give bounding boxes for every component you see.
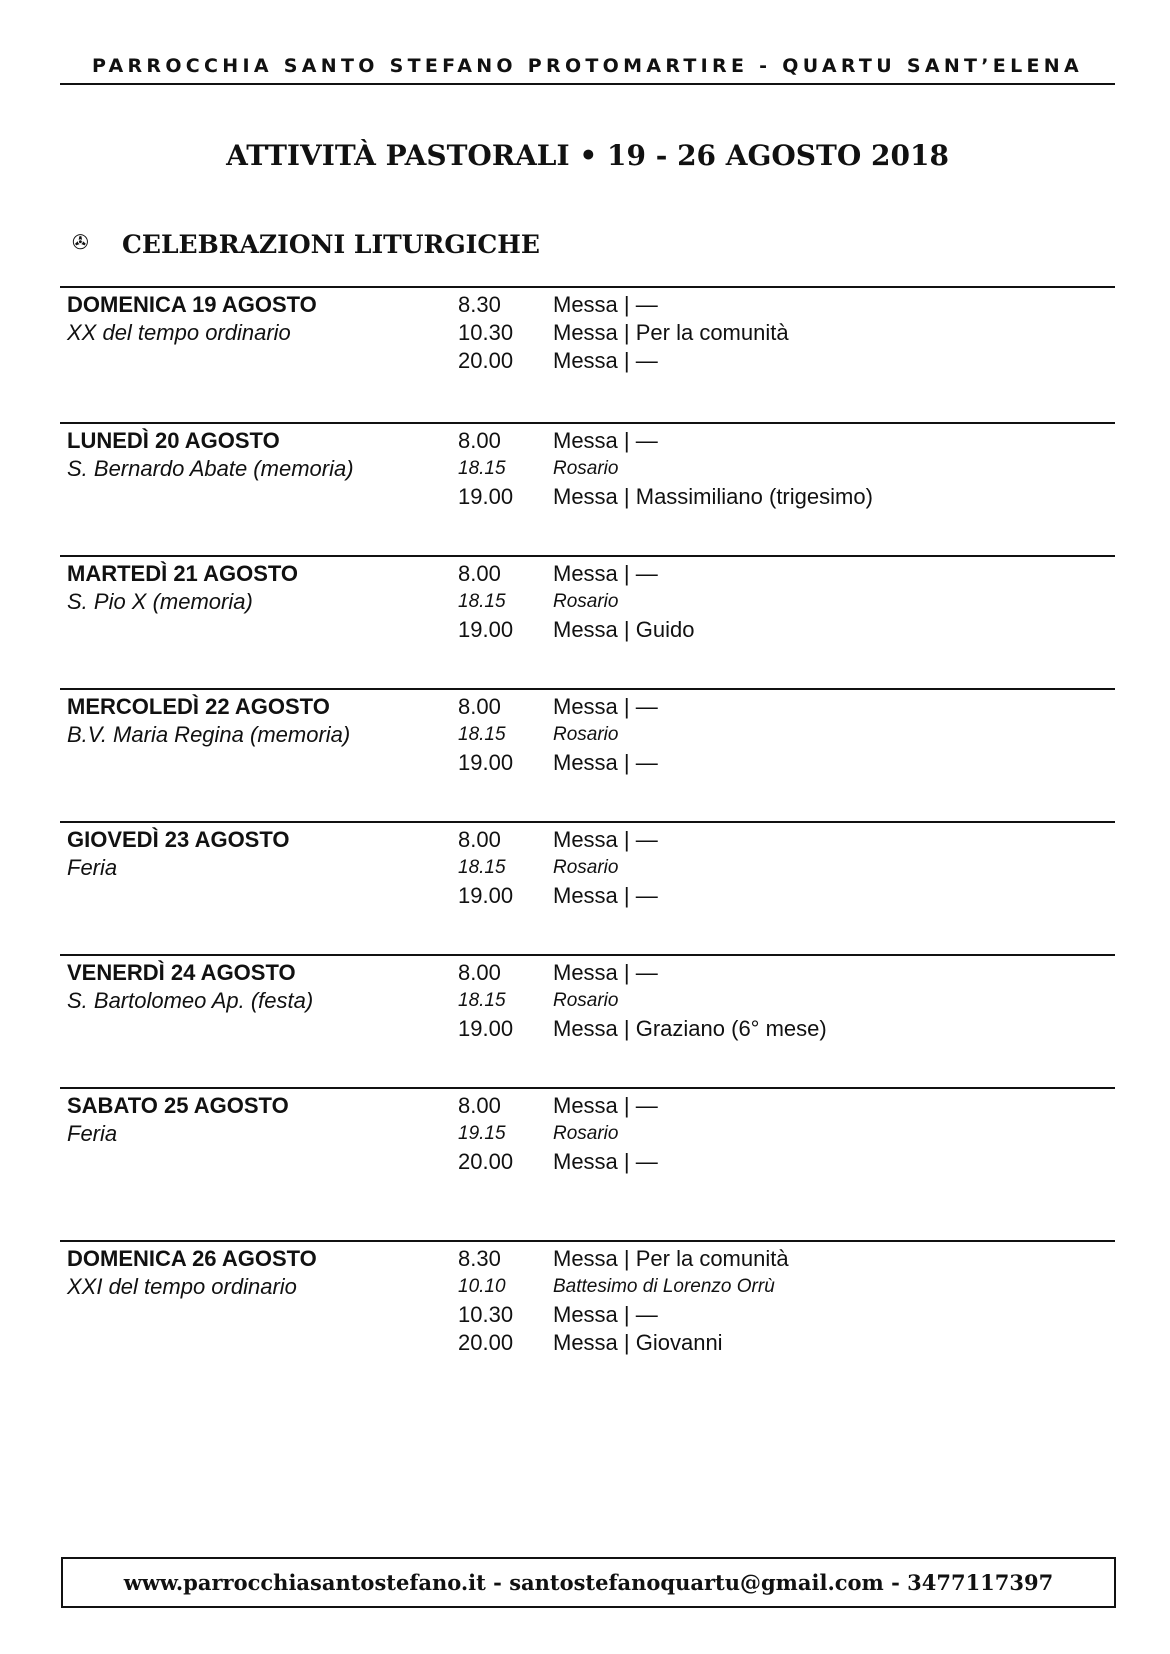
day-block (60, 1087, 1115, 1240)
event-description: Messa | — (553, 960, 658, 985)
event-time: 8.30 (458, 1246, 501, 1271)
day-name: DOMENICA 19 AGOSTO (67, 292, 317, 317)
event-description: Messa | — (553, 428, 658, 453)
event-row (458, 1273, 789, 1301)
day-subtitle: B.V. Maria Regina (memoria) (67, 722, 351, 747)
document-title: ATTIVITÀ PASTORALI • 19 - 26 AGOSTO 2018 (226, 139, 949, 172)
schedule (60, 286, 1115, 1382)
day-subtitle: Feria (67, 855, 118, 880)
event-time: 18.15 (458, 591, 506, 612)
event-description: Messa | — (553, 1149, 658, 1174)
event-row (458, 721, 658, 749)
event-description: Rosario (553, 857, 619, 878)
event-row (458, 347, 789, 375)
event-time: 19.15 (458, 1123, 506, 1144)
event-time: 10.30 (458, 1302, 514, 1327)
event-list (458, 291, 789, 375)
event-list (458, 1245, 789, 1357)
event-time: 10.10 (458, 1276, 506, 1297)
day-name: GIOVEDÌ 23 AGOSTO (67, 827, 290, 852)
event-description: Battesimo di Lorenzo Orrù (553, 1276, 775, 1297)
event-time: 19.00 (458, 617, 514, 642)
event-row (458, 882, 658, 910)
event-time: 8.00 (458, 827, 501, 852)
event-description: Messa | — (553, 1093, 658, 1118)
day-subtitle: XXI del tempo ordinario (67, 1274, 297, 1299)
event-description: Rosario (553, 990, 619, 1011)
event-time: 8.00 (458, 694, 501, 719)
event-row (458, 1301, 789, 1329)
event-description: Messa | — (553, 694, 658, 719)
day-name: DOMENICA 26 AGOSTO (67, 1246, 317, 1271)
day-name: SABATO 25 AGOSTO (67, 1093, 289, 1118)
day-block (60, 422, 1115, 555)
event-description: Messa | — (553, 883, 658, 908)
section-title: CELEBRAZIONI LITURGICHE (122, 230, 540, 259)
event-row (458, 1092, 658, 1120)
event-row (458, 291, 789, 319)
event-time: 19.00 (458, 883, 514, 908)
day-block (60, 688, 1115, 821)
day-subtitle: Feria (67, 1121, 118, 1146)
event-row (458, 826, 658, 854)
event-description: Messa | Per la comunità (553, 320, 789, 345)
event-time: 18.15 (458, 458, 506, 479)
day-block (60, 954, 1115, 1087)
event-row (458, 854, 658, 882)
event-description: Rosario (553, 591, 619, 612)
day-name: VENERDÌ 24 AGOSTO (67, 960, 296, 985)
event-time: 18.15 (458, 724, 506, 745)
event-time: 18.15 (458, 857, 506, 878)
event-description: Messa | Massimiliano (trigesimo) (553, 484, 873, 509)
footer-contact: www.parrocchiasantostefano.it - santostefanoquartu@gmail.com - 3477117397 (123, 1570, 1054, 1595)
event-row (458, 427, 873, 455)
header-divider (60, 83, 1115, 85)
event-row (458, 1120, 658, 1148)
event-list (458, 959, 827, 1043)
event-description: Messa | — (553, 1302, 658, 1327)
event-description: Messa | Giovanni (553, 1330, 723, 1355)
day-subtitle: XX del tempo ordinario (67, 320, 291, 345)
event-description: Rosario (553, 1123, 619, 1144)
event-time: 20.00 (458, 348, 514, 373)
event-list (458, 1092, 658, 1176)
event-description: Messa | — (553, 292, 658, 317)
day-name: MARTEDÌ 21 AGOSTO (67, 561, 299, 586)
event-time: 20.00 (458, 1149, 514, 1174)
event-row (458, 749, 658, 777)
event-description: Messa | — (553, 827, 658, 852)
event-row (458, 560, 694, 588)
shuriken-bullet-icon: ✇ (72, 232, 89, 254)
event-description: Messa | — (553, 348, 658, 373)
event-row (458, 987, 827, 1015)
day-subtitle: S. Bartolomeo Ap. (festa) (67, 988, 314, 1013)
event-row (458, 693, 658, 721)
footer-box (61, 1557, 1116, 1608)
event-description: Messa | — (553, 750, 658, 775)
event-time: 8.30 (458, 292, 501, 317)
parish-header: PARROCCHIA SANTO STEFANO PROTOMARTIRE - QUARTU SANT’ELENA (92, 55, 1083, 77)
event-time: 19.00 (458, 484, 514, 509)
day-subtitle: S. Pio X (memoria) (67, 589, 253, 614)
day-subtitle: S. Bernardo Abate (memoria) (67, 456, 354, 481)
event-description: Messa | — (553, 561, 658, 586)
event-description: Rosario (553, 724, 619, 745)
event-time: 8.00 (458, 428, 501, 453)
event-time: 18.15 (458, 990, 506, 1011)
event-row (458, 1329, 789, 1357)
event-description: Messa | Per la comunità (553, 1246, 789, 1271)
event-description: Rosario (553, 458, 619, 479)
day-block (60, 1240, 1115, 1382)
event-row (458, 959, 827, 987)
day-block (60, 286, 1115, 422)
event-time: 8.00 (458, 561, 501, 586)
event-list (458, 427, 873, 511)
event-list (458, 826, 658, 910)
event-time: 10.30 (458, 320, 514, 345)
event-time: 8.00 (458, 1093, 501, 1118)
event-row (458, 1245, 789, 1273)
event-time: 19.00 (458, 1016, 514, 1041)
event-list (458, 560, 694, 644)
event-row (458, 1015, 827, 1043)
event-row (458, 588, 694, 616)
event-description: Messa | Graziano (6° mese) (553, 1016, 827, 1041)
event-row (458, 483, 873, 511)
event-row (458, 319, 789, 347)
event-time: 20.00 (458, 1330, 514, 1355)
event-row (458, 455, 873, 483)
day-name: MERCOLEDÌ 22 AGOSTO (67, 694, 330, 719)
event-list (458, 693, 658, 777)
day-block (60, 821, 1115, 954)
event-description: Messa | Guido (553, 617, 695, 642)
event-row (458, 616, 694, 644)
event-row (458, 1148, 658, 1176)
event-time: 8.00 (458, 960, 501, 985)
event-time: 19.00 (458, 750, 514, 775)
day-name: LUNEDÌ 20 AGOSTO (67, 428, 280, 453)
day-block (60, 555, 1115, 688)
